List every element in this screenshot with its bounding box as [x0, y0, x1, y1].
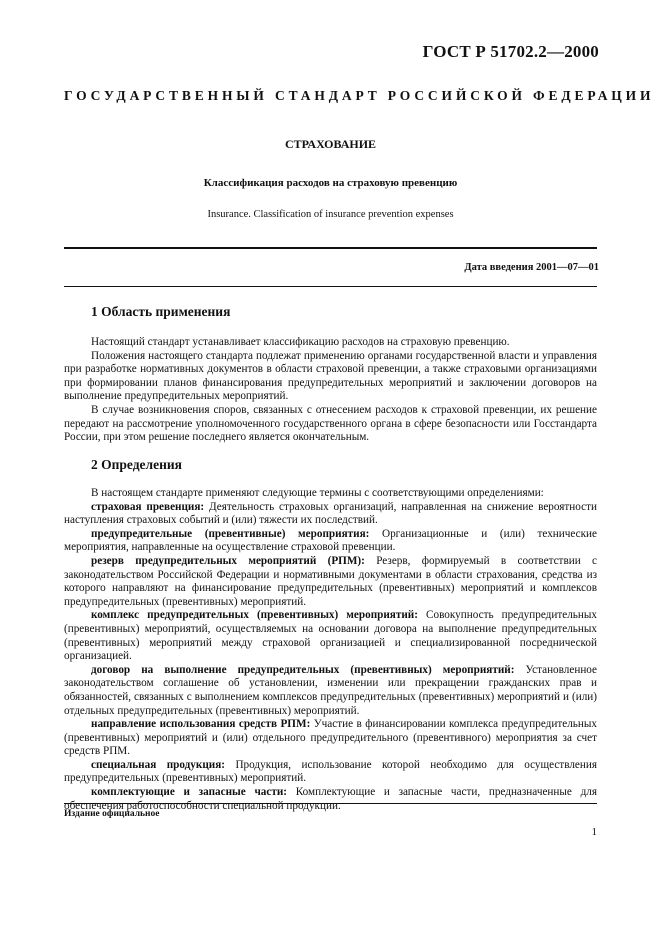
definitions-intro: В настоящем стандарте применяют следующие термины с соответствующими определениями:: [91, 487, 544, 499]
definition-item: [64, 609, 597, 663]
definition-text: Продукция, использование которой необходимо для осуществления предупредительных (превентивных) мероприятий.: [64, 758, 597, 785]
definition-item: [64, 759, 597, 786]
gost-number: ГОСТ Р 51702.2—2000: [422, 42, 599, 61]
definition-term: специальная продукция:: [91, 758, 226, 771]
document-title-english: Insurance. Classification of insurance prevention expenses: [207, 209, 454, 220]
section-1-paragraph: Настоящий стандарт устанавливает классификацию расходов на страховую превенцию.: [91, 336, 510, 348]
definition-item: [64, 501, 597, 528]
definition-text: Резерв, формируемый в соответствии с законодательством Российской Федерации и нормативными документами в области страхования, средства из которого направляют на финансирование предупредительных (превентивных) мероприятий и комплексов предупредительных (превентивных) мероприятий.: [64, 554, 597, 608]
section-1-paragraph: Положения настоящего стандарта подлежат применению органами государственной власти и управления при разработке нормативных документов в области страховой превенции, а также страховыми организациями при формировании планов финансирования предупредительных мероприятий и заключении договоров на выполнение предупредительных мероприятий.: [64, 349, 597, 403]
definition-text: Организационные и (или) технические мероприятия, направленные на осуществление страховой превенции.: [64, 527, 597, 554]
edition-note: Издание официальное: [64, 809, 160, 819]
definition-item: [64, 718, 597, 759]
definition-term: комплектующие и запасные части:: [91, 786, 287, 799]
document-subtitle: Классификация расходов на страховую превенцию: [203, 177, 458, 189]
section-1-paragraph: В случае возникновения споров, связанных с отнесением расходов к страховой превенции, их решение передают на рассмотрение уполномоченного государственного органа в сфере безопасности или Госстандарта России, при этом решение последнего является окончательным.: [64, 403, 597, 444]
section-1-body: [64, 336, 597, 445]
definition-term: направление использования средств РПМ:: [91, 718, 311, 731]
section-2-heading: 2 Определения: [91, 457, 182, 472]
date-divider: [64, 286, 597, 287]
footer-divider: [64, 803, 597, 804]
definition-term: договор на выполнение предупредительных (превентивных) мероприятий:: [91, 663, 515, 676]
section-2-body: [64, 487, 597, 813]
definition-term: предупредительные (превентивные) мероприятия:: [91, 527, 370, 540]
definition-text: Установленное законодательством соглашение об установлении, изменении или прекращении гражданских прав и обязанностей, связанных с выполнением комплексов предупредительных (превентивных) мероприятий и (или) отдельных предупредительных (превентивных) мероприятий.: [64, 663, 598, 717]
definition-text: Совокупность предупредительных (превентивных) мероприятий, осуществляемых на основании договора на выполнение предупредительных (превентивных) мероприятий между страховой организацией и специализированной посреднической организацией.: [64, 609, 597, 663]
definition-item: [64, 664, 597, 718]
definition-text: Деятельность страховых организаций, направленная на снижение вероятности наступления страховых событий и (или) тяжести их последствий.: [64, 500, 597, 527]
definition-text: Участие в финансировании комплекса предупредительных (превентивных) мероприятий и (или) отдельного предупредительного (превентивного) мероприятия за счет средств РПМ.: [64, 718, 597, 758]
definition-item: [64, 528, 597, 555]
state-standard-header: ГОСУДАРСТВЕННЫЙ СТАНДАРТ РОССИЙСКОЙ ФЕДЕРАЦИИ: [64, 88, 655, 103]
definition-term: комплекс предупредительных (превентивных) мероприятий:: [91, 609, 418, 622]
top-divider: [64, 247, 597, 249]
section-1-heading: 1 Область применения: [91, 304, 231, 319]
definition-item: [64, 555, 597, 609]
page-number: 1: [591, 826, 597, 838]
document-title: СТРАХОВАНИЕ: [284, 137, 377, 151]
definition-term: страховая превенция:: [91, 500, 205, 513]
definition-term: резерв предупредительных мероприятий (РПМ):: [91, 554, 365, 567]
effective-date: Дата введения 2001—07—01: [464, 262, 599, 273]
definition-text: Комплектующие и запасные части, предназначенные для обеспечения работоспособности специальной продукции.: [64, 786, 597, 812]
